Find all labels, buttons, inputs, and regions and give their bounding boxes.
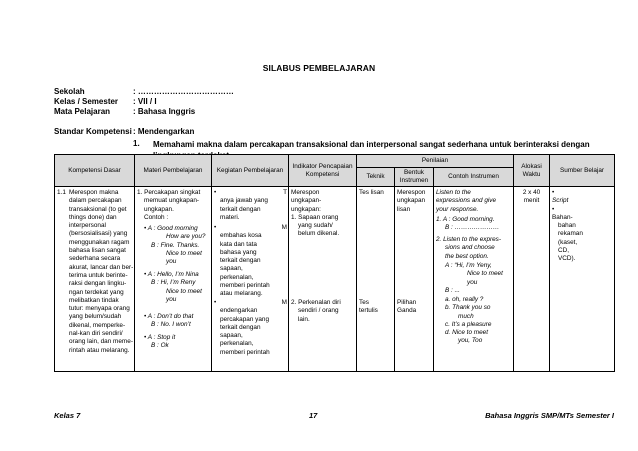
contoh-line: the best option.	[445, 252, 489, 260]
kegiatan-line: terkait dengan	[220, 323, 261, 331]
contoh-line: A : “Hi, I’m Yeny,	[445, 262, 492, 269]
standar-number: 1.	[133, 139, 140, 148]
dialog-line: B : Hi, I’m Reny	[151, 279, 196, 287]
indikator-line: ungkapan:	[291, 205, 321, 213]
kegiatan-line: memberi perintah	[220, 282, 270, 290]
kompetensi-line: interpersonal	[69, 222, 106, 230]
cell-kompetensi	[55, 187, 135, 372]
sumber-line: Script	[552, 197, 569, 205]
kegiatan-line: terkait dengan	[220, 257, 261, 265]
materi-line: Contoh :	[144, 213, 169, 221]
materi-intro	[137, 189, 211, 222]
indikator-line: yang sudah/	[298, 222, 333, 230]
teknik-line: Tes	[359, 299, 369, 306]
dialog-line: A : Hello, I’m Nina	[147, 271, 199, 278]
teknik-bottom	[359, 299, 378, 316]
contoh-line: B : ...	[445, 286, 460, 294]
dialog-line: How are you?	[166, 233, 206, 241]
kegiatan-lead: T	[283, 189, 287, 196]
kompetensi-line: rintah atau melarang.	[69, 346, 130, 354]
kegiatan-line: sapaan,	[220, 332, 243, 340]
sumber-line: CD,	[558, 247, 570, 255]
dialog-line: B : Fine. Thanks.	[151, 241, 200, 249]
bentuk-line: Merespon	[397, 189, 426, 196]
header-kegiatan: Kegiatan Pembelajaran	[212, 155, 289, 187]
kompetensi-line: tutur: menyapa orang	[69, 305, 130, 313]
contoh-option: a. oh, really ?	[445, 296, 484, 303]
kegiatan-line: atau melarang.	[220, 290, 263, 298]
footer-page-number: 17	[309, 411, 318, 420]
kegiatan-line: memberi perintah	[220, 348, 270, 356]
dialog-line: A : Stop it	[147, 334, 176, 341]
dialog-line: you	[166, 258, 177, 266]
bentuk-top	[397, 189, 425, 214]
cell-indikator	[289, 187, 357, 372]
kompetensi-line: Merespon makna	[69, 189, 119, 196]
kompetensi-line: yang belum/sudah	[69, 313, 122, 321]
bentuk-line: ungkapan	[397, 197, 426, 205]
kompetensi-line: things done) dan	[69, 213, 117, 221]
kegiatan-line: perkenalan,	[220, 273, 254, 281]
bentuk-bottom	[397, 299, 416, 316]
kegiatan-lead: M	[281, 224, 287, 231]
contoh-line: sions and choose	[445, 244, 495, 252]
kegiatan-line: endengarkan	[220, 307, 258, 315]
kegiatan-1: • T anya jawab yang terkait dengan materi.	[214, 189, 287, 221]
info-value-mapel: : Bahasa Inggris	[133, 107, 196, 116]
footer-left: Kelas 7	[54, 411, 81, 420]
cell-materi	[135, 187, 212, 372]
cell-bentuk	[395, 187, 434, 372]
kompetensi-line: bahasa lisan sangat	[69, 247, 126, 255]
contoh-line: expressions and give	[436, 197, 497, 205]
cell-alokasi	[514, 187, 550, 372]
contoh-line: you	[467, 278, 478, 286]
bentuk-line: Pilihan	[397, 299, 417, 306]
header-teknik: Teknik	[357, 168, 395, 187]
materi-line: 1. Percakapan singkat	[137, 189, 201, 196]
sumber-line: VCD).	[558, 255, 576, 263]
kegiatan-line: anya jawab yang	[220, 197, 268, 205]
footer-right: Bahasa Inggris SMP/MTs Semester I	[485, 411, 614, 420]
kegiatan-line: percakapan yang	[220, 315, 270, 323]
dialog-line: A : Don’t do that	[147, 313, 194, 320]
alokasi-line: menit	[523, 197, 540, 205]
contoh-options	[445, 296, 513, 346]
sumber-line: Bahan-	[552, 213, 573, 221]
contoh-option: b. Thank you so	[445, 304, 491, 312]
sumber-bullet: •	[552, 189, 555, 196]
kegiatan-line: perkenalan,	[220, 340, 254, 348]
kegiatan-line: sapaan,	[220, 265, 243, 273]
contoh-item-2	[436, 236, 513, 261]
indikator-line: sendiri / orang	[298, 307, 339, 315]
info-value-sekolah: : ………………………………	[133, 87, 234, 96]
kompetensi-line: raksi dengan lingku-	[69, 280, 127, 288]
kompetensi-line: sederhana secara	[69, 255, 121, 263]
kegiatan-line: materi.	[220, 213, 240, 221]
dialog-line: B : No. I won’t	[151, 321, 191, 329]
sumber-bullet: •	[552, 205, 555, 213]
header-bentuk: Bentuk Instrumen	[395, 168, 434, 187]
kegiatan-line: kata dan tata	[220, 240, 257, 248]
materi-line: ungkapan.	[144, 205, 174, 213]
info-block	[54, 87, 454, 127]
sumber-line: rekaman	[558, 230, 583, 238]
dialog-4: • A : Stop it B : Ok	[144, 334, 212, 351]
contoh-option: d. Nice to meet	[445, 329, 488, 337]
cell-sumber	[550, 187, 615, 372]
page-title: SILABUS PEMBELAJARAN	[262, 63, 376, 73]
dialog-line: Nice to meet	[166, 287, 202, 295]
kompetensi-number: 1.1	[57, 189, 66, 196]
info-label-mapel: Mata Pelajaran	[54, 107, 111, 116]
contoh-intro	[436, 189, 513, 214]
indikator-line: Merespon	[291, 189, 320, 196]
contoh-line: Listen to the	[436, 189, 471, 196]
header-indikator: Indikator Pencapaian Kompetensi	[289, 155, 357, 187]
standar-value: : Mendengarkan	[133, 127, 195, 136]
kompetensi-line: terima untuk berinte-	[69, 271, 128, 279]
materi-line: memuat ungkapan-	[144, 197, 200, 205]
standar-label: Standar Kompetensi	[54, 127, 132, 136]
cell-kegiatan	[212, 187, 289, 372]
indikator-line: 1. Sapaan orang	[291, 213, 339, 221]
kompetensi-line: akurat, lancar dan ber-	[69, 263, 134, 271]
header-penilaian: Penilaian	[357, 155, 514, 168]
kompetensi-line: (bersosialisasi) yang	[69, 230, 128, 238]
kompetensi-line: dikenal, memperke-	[69, 321, 126, 329]
indikator-line: ungkapan-	[291, 197, 322, 205]
indikator-top	[291, 189, 355, 239]
dialog-1: • A : Good morning How are you? B : Fine. Thanks. Nice to meet you	[144, 225, 212, 266]
contoh-option: you, Too	[458, 337, 483, 345]
cell-teknik	[357, 187, 395, 372]
kompetensi-line: transaksional (to get	[69, 205, 127, 213]
info-value-kelas: : VII / I	[133, 97, 157, 106]
header-contoh: Contoh Instrumen	[434, 168, 514, 187]
info-label-kelas: Kelas / Semester	[54, 97, 119, 106]
contoh-line: B : …………………	[445, 224, 500, 232]
teknik-top: Tes lisan	[359, 189, 384, 196]
kegiatan-line: embahas kosa	[220, 232, 262, 240]
contoh-dialog	[445, 262, 513, 295]
dialog-line: you	[166, 295, 177, 303]
info-label-sekolah: Sekolah	[54, 87, 85, 96]
dialog-line: Nice to meet	[166, 249, 202, 257]
kegiatan-3: • M endengarkan percakapan yang terkait dengan sapaan, perkenalan, memberi perintah	[214, 299, 287, 356]
bentuk-line: Ganda	[397, 307, 417, 315]
indikator-line: belum dikenal.	[298, 230, 340, 238]
kompetensi-line: dalam percakapan	[69, 197, 122, 205]
kompetensi-line: menggunakan ragam	[69, 238, 130, 246]
kompetensi-line: ngan terdekat yang	[69, 288, 124, 296]
contoh-line: your response.	[436, 205, 479, 213]
indikator-bottom	[291, 299, 355, 324]
silabus-table	[54, 154, 615, 372]
contoh-line: 1. A : Good morning.	[436, 216, 495, 223]
sumber-line: bahan	[558, 222, 576, 230]
indikator-line: lain.	[298, 315, 310, 323]
kegiatan-line: bahasa yang	[220, 248, 257, 256]
dialog-2: • A : Hello, I’m Nina B : Hi, I’m Reny Nice to meet you	[144, 271, 212, 304]
kompetensi-line: orang lain, dan meme-	[69, 338, 133, 346]
header-materi: Materi Pembelajaran	[135, 155, 212, 187]
header-sumber: Sumber Belajar	[550, 155, 615, 187]
indikator-line: 2. Perkenalan diri	[291, 299, 341, 306]
contoh-option: much	[458, 312, 474, 320]
kegiatan-2: • M embahas kosa kata dan tata bahasa yang terkait dengan sapaan, perkenalan, memberi perintah atau melarang.	[214, 224, 287, 298]
teknik-line: tertulis	[359, 307, 378, 315]
header-alokasi: Alokasi Waktu	[514, 155, 550, 187]
kegiatan-lead: M	[281, 299, 287, 306]
cell-contoh	[434, 187, 514, 372]
kegiatan-line: terkait dengan	[220, 205, 261, 213]
contoh-option: c. It’s a pleasure	[445, 320, 492, 328]
standar-text: Memahami makna dalam percakapan transaksional dan interpersonal sangat sederhana untuk berinteraksi dengan	[153, 140, 590, 149]
contoh-line: Nice to meet	[467, 270, 503, 278]
contoh-line: 2. Listen to the expres-	[436, 236, 502, 243]
dialog-3: • A : Don’t do that B : No. I won’t	[144, 313, 212, 330]
kompetensi-text	[69, 189, 135, 355]
alokasi-line: 2 x 40	[522, 189, 541, 196]
kompetensi-line: melibatkan tindak	[69, 296, 119, 304]
dialog-line: B : Ok	[151, 342, 169, 350]
kompetensi-line: nal-kan diri sendiri/	[69, 330, 123, 338]
header-kompetensi: Kompetensi Dasar	[55, 155, 135, 187]
bentuk-line: lisan	[397, 205, 411, 213]
sumber-line: (kaset,	[558, 238, 578, 246]
dialog-line: A : Good morning	[147, 225, 198, 232]
contoh-item-1	[436, 216, 513, 233]
